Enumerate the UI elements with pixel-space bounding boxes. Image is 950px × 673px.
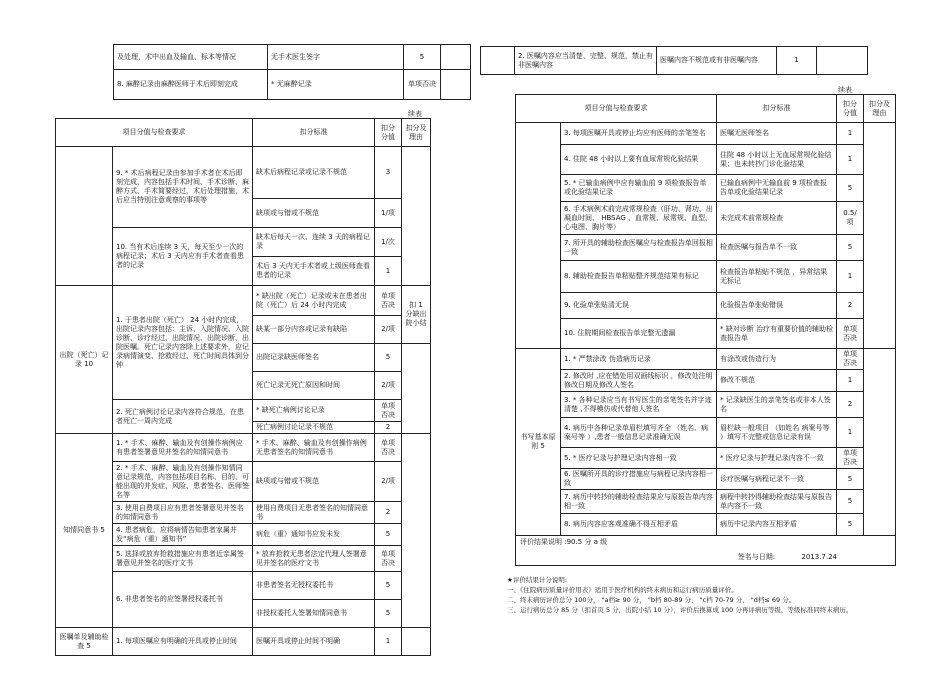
evaluation-cell [516,536,896,566]
criteria-cell: 病程中转抄得辅助检查结果与原报告单内容不一致 [717,490,837,514]
criteria-cell: 化验报告单张贴错误 [717,293,837,319]
score-cell: 5 [375,600,402,628]
signature-date: 2013.7.24 [801,553,837,561]
item-cell: 2. 死亡病例讨论记录内容符合规范，在患者死亡一周内完成 [113,400,253,434]
reason-cell: 扣 1 分缺出院小结 [402,286,431,344]
left-main-table [55,118,431,656]
score-cell: 5 [375,572,402,600]
score-cell: 1 [837,418,864,448]
notes-line-2: 二、终末病历评价总分 100分， "a档≥ 90 分， "b档 80-89 分， "c档 70-79 分， "d档≤ 69 分。 [507,596,796,604]
notes-line-3: 三、运行病历总分 85 分（扣首页 5 分，出院小结 10 分），评价后换算成 100 分再评病历等级，等级标准同终末病历。 [507,606,853,614]
score-cell: 2/项 [375,372,402,400]
category-cell [516,123,561,349]
item-cell: 6. 医嘱所开具的诊疗措施应与病程记录内容相一致 [561,469,717,490]
criteria-cell: 使用自费项目无患者签名的知情同意书 [253,502,375,524]
category-cell: 知情同意书 5 [56,434,113,628]
evaluation-result: 评价结果说明 :90.5 分 a 级 [520,538,608,546]
score-cell: 5 [837,490,864,514]
score-cell: 5 [837,175,864,202]
score-cell: 2 [837,392,864,418]
item-cell: 8. 辅助检查报告单粘贴整齐规范结果有标记 [561,261,717,293]
item-cell: 1. * 严禁涂改 伪造病历记录 [561,349,717,370]
criteria-cell: 眉栏缺一般项目 （如姓名 病案号等 ）填写不完整或信息记录有误 [717,418,837,448]
score-cell: 5 [837,235,864,261]
score-cell: 2 [837,293,864,319]
item-cell: 2. 修改时 ,应在错处用双画线标识 ，修改处注明修改日期及修改人签名 [561,370,717,392]
score-cell: 单项否决 [837,319,864,349]
criteria-cell: 缺某一部分内容或记录有缺陷 [253,316,375,344]
criteria-cell: 无手术医生签字 [268,45,404,70]
signature-date-block [738,553,837,562]
criteria-cell: 检查报告单粘贴不规范 ，异常结果无标记 [717,261,837,293]
score-cell: 2 [375,502,402,524]
item-cell: 1. 于患者出院（死亡） 24 小时内完成，出院记录内容包括：主诉、入院情况、入院诊断、诊疗经过、出院情况、出院诊断、出院医嘱。死亡记录内容除上述要求外，应记录病情演变、抢救经过、死亡时间具体到分钟 [113,286,253,400]
category-cell [56,147,113,286]
item-cell: 7. 所开具的辅助检查医嘱应与检查报告单回报相一致 [561,235,717,261]
reason-cell [864,349,896,536]
criteria-cell: 修改不规范 [717,370,837,392]
score-cell: 1 [375,628,402,656]
category-cell: 医嘱单及辅助检查 5 [56,628,113,656]
score-cell: 5 [375,524,402,546]
score-cell: 1/次 [375,228,402,257]
criteria-cell: * 记录缺医生的亲笔签名或非本人签名 [717,392,837,418]
score-cell: 1/项 [375,199,402,228]
score-cell: 单项否决 [404,70,441,100]
category-cell: 书写基本原则 5 [516,349,561,536]
score-cell: 单项否决 [375,546,402,572]
criteria-cell: * 医疗记录与护理记录内容不一致 [717,448,837,469]
criteria-cell: * 手术、麻醉、输血及有创操作病例无患者签名的知情同意书 [253,434,375,462]
item-cell: 3. * 各种记录应当有书写医生的亲笔签名并字迹清楚 ,不得模仿或代替他人签名 [561,392,717,418]
criteria-cell: 术后 3 天内无手术者或上级医师查看患者的记录 [253,257,375,286]
continue-label-left: 续表 [408,110,422,118]
item-cell: 10. 当有术后连续 3 天，每天至少一次的病程记录；术后 3 天内应有手术者查看患者的记录 [113,228,253,286]
header-item: 项目分值与检查要求 [516,95,717,123]
item-cell: 5. * 已输血病例中应有输血前 9 项检查报告单或化验结果记录 [561,175,717,202]
criteria-cell: 诊疗医嘱与病程记录不一致 [717,469,837,490]
item-cell: 9. * 术后病程记录由参加手术者在术后即刻完成，内容包括手术时间、手术诊断、麻醉方式、手术简要经过，术后处理措施，术后应当特别注意观察的事项等 [113,147,253,228]
criteria-cell: 已输血病例中无输血前 9 项检查报告单或化验结果记录 [717,175,837,202]
reason-cell [402,434,431,628]
criteria-cell: 有涂改或伪造行为 [717,349,837,370]
score-cell: 3 [375,147,402,199]
criteria-cell: * 缺死亡病例讨论记录 [253,400,375,422]
criteria-cell: 缺术后病程记录或记录不规范 [253,147,375,199]
item-cell: 2. 医嘱内容应当清楚、完整、规范，禁止有非医嘱内容 [515,47,657,75]
score-cell: 1 [375,257,402,286]
item-cell: 4. 住院 48 小时以上要有血尿常规化验结果 [561,145,717,175]
score-cell: 1 [837,123,864,145]
item-cell: 6. 手术病例术前完成常规检查（肝功、肾功、出凝血时间、 HBSAG 、血常规、尿常规、血型、心电图、胸片等） [561,202,717,235]
blank-cell [481,47,515,75]
score-cell: 1 [837,261,864,293]
criteria-cell: 住院 48 小时以上无血尿常规化验结果；也未转抄门诊化验结果 [717,145,837,175]
header-criteria: 扣分标准 [253,119,375,147]
header-score: 扣分分值 [375,119,402,147]
score-cell: 5 [404,45,441,70]
category-cell: 出院（死亡）记录 10 [56,286,113,434]
criteria-cell: * 无麻醉记录 [268,70,404,100]
score-cell: 2/项 [375,462,402,502]
criteria-cell: * 缺出院（死亡）记录或未在患者出院（死亡）后 24 小时内完成 [253,286,375,316]
score-cell: 5 [837,469,864,490]
criteria-cell: 检查医嘱与报告单不一致 [717,235,837,261]
notes-title: ★评价结果计分说明: [507,576,568,584]
criteria-cell: 出院记录缺医师签名 [253,344,375,372]
top-right-fragment-table [480,46,868,75]
item-cell: 4. 患者病危，应将病情告知患者家属并发“病危（重）通知书” [113,524,253,546]
reason-cell [817,47,868,75]
score-cell: 单项否决 [375,434,402,462]
score-cell: 1 [777,47,817,75]
item-cell: 6. 非患者签名的应签署授权委托书 [113,572,253,628]
item-cell: 3. 使用自费项目应有患者签署意见并签名的知情同意书 [113,502,253,524]
item-cell: 3. 每项医嘱开具或停止均应有医师的亲笔签名 [561,123,717,145]
score-cell: 5 [837,514,864,536]
score-cell: 单项否决 [375,400,402,422]
header-score: 扣分分值 [837,95,864,123]
criteria-cell: 非患者签名无授权委托书 [253,572,375,600]
score-cell: 2/项 [375,316,402,344]
continue-label-right: 续表 [838,86,852,94]
reason-cell [402,344,431,434]
criteria-cell: 死亡病例讨论记录不规范 [253,422,375,434]
signature-label: 签名与日期: [737,553,776,561]
right-main-table [515,94,896,566]
reason-cell [441,70,471,100]
item-cell: 2. * 手术、麻醉、输血及有创操作知情同意记录规范，内容包括项目名称、目的、可能出现的并发症、风险、患者签名、医师签名等 [113,462,253,502]
criteria-cell: * 放弃抢救无患者法定代理人签署意见并签名的医疗文书 [253,546,375,572]
notes-line-1: 一、《住院病历质量评价用表》适用于医疗机构的终末病历和运行病历质量评价。 [507,586,738,594]
criteria-cell: 缺项或与错或不规范 [253,199,375,228]
item-cell: 4. 病历中各种记录单眉栏填写齐全 （姓名、病案号等 ）,患者一般信息记录准确无误 [561,418,717,448]
score-cell: 0.5/项 [837,202,864,235]
criteria-cell: 医嘱开具或停止时间不明确 [253,628,375,656]
header-reason: 扣分及理由 [402,119,431,147]
score-cell: 1 [837,145,864,175]
item-cell: 8. 病历内容应客观准确不得互相矛盾 [561,514,717,536]
criteria-cell: 病危（重）通知书应发未发 [253,524,375,546]
criteria-cell: 医嘱内容不规范或有非医嘱内容 [657,47,777,75]
item-cell: 5. 选择或放弃抢救措施应有患者近亲属签署意见并签名的医疗文书 [113,546,253,572]
criteria-cell: 缺术后每天一次、连续 3 天的病程记录 [253,228,375,257]
top-left-fragment-table [113,44,471,100]
score-cell: 1 [837,370,864,392]
header-criteria: 扣分标准 [717,95,837,123]
criteria-cell: 病历中记录内容互相矛盾 [717,514,837,536]
scoring-notes [507,575,927,615]
score-cell: 2 [375,422,402,434]
criteria-cell: 缺项或与错或不规范 [253,462,375,502]
criteria-cell: * 缺对诊断 治疗有重要价值的辅助检查报告单 [717,319,837,349]
item-cell: 5. * 医疗记录与护理记录内容相一致 [561,448,717,469]
item-cell: 及处理，术中出血及输血、标本等情况 [114,45,268,70]
criteria-cell: 未完成术前常规检查 [717,202,837,235]
item-cell: 1. 每项医嘱应有明确的开具或停止时间 [113,628,253,656]
score-cell: 单项否决 [837,448,864,469]
score-cell: 5 [375,344,402,372]
criteria-cell: 死亡记录无死亡原因和时间 [253,372,375,400]
criteria-cell: 非授权委托人签署知情同意书 [253,600,375,628]
item-cell: 9. 化验单张贴清无误 [561,293,717,319]
reason-cell [402,147,431,286]
score-cell: 单项否决 [837,349,864,370]
reason-cell [441,45,471,70]
criteria-cell: 医嘱无医师签名 [717,123,837,145]
reason-cell [402,628,431,656]
header-item: 项目分值与检查要求 [56,119,253,147]
item-cell: 1. * 手术、麻醉、输血及有创操作病例应有患者签署意见并签名的知情同意书 [113,434,253,462]
score-cell: 单项否决 [375,286,402,316]
item-cell: 7. 病历中转抄的辅助检查结果应与原报告单内容相一致 [561,490,717,514]
reason-cell [864,123,896,349]
item-cell: 8. 麻醉记录由麻醉医师于术后即刻完成 [114,70,268,100]
item-cell: 10. 住院期间检查报告单完整无遗漏 [561,319,717,349]
header-reason: 扣分及理由 [864,95,896,123]
